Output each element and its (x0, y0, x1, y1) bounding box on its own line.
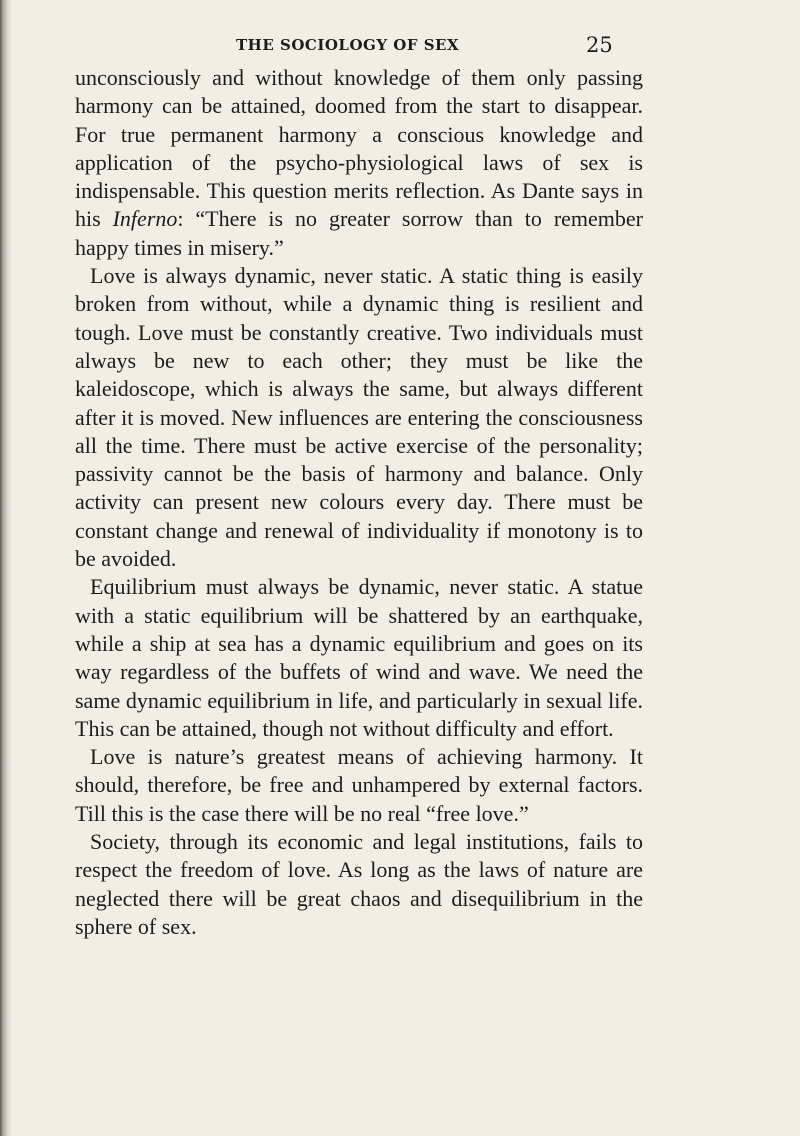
paragraph-1 (75, 64, 643, 262)
running-head: THE SOCIOLOGY OF SEX (236, 36, 460, 54)
paragraph-4: Love is nature’s greatest means of achieving harmony. It should, therefore, be free and unhampered by external factors. Till this is the case there will be no real “free love.” (75, 744, 643, 826)
book-title-inferno: Inferno (112, 206, 178, 232)
body-text (75, 64, 643, 941)
paragraph-1-text-start: unconsciously and without knowledge of them only passing harmony can be attained, doomed from the start to disappear. For true permanent harmony a conscious knowledge and application of the psycho-physiological laws of sex is indispensable. This question merits reflection. As Dante says in his (75, 65, 643, 232)
paragraph-2: Love is always dynamic, never static. A static thing is easily broken from without, while a dynamic thing is resilient and tough. Love must be constantly creative. Two individuals must always be new to each other; they must be like the kaleidoscope, which is always the same, but always different after it is moved. New influences are entering the consciousness all the time. There must be active exercise of the personality; passivity cannot be the basis of harmony and balance. Only activity can present new colours every day. There must be constant change and renewal of individuality if monotony is to be avoided. (75, 263, 643, 572)
page-number: 25 (586, 33, 613, 57)
paragraph-1-text-end: : “There is no greater sorrow than to remember happy times in misery.” (75, 206, 643, 260)
page-header (0, 30, 800, 60)
paragraph-3: Equilibrium must always be dynamic, never static. A statue with a static equilibrium will be shattered by an earthquake, while a ship at sea has a dynamic equilibrium and goes on its way regardless of the buffets of wind and wave. We need the same dynamic equilibrium in life, and particularly in sexual life. This can be attained, though not without difficulty and effort. (75, 574, 643, 741)
binding-gutter-shadow (0, 0, 12, 1136)
paragraph-5: Society, through its economic and legal institutions, fails to respect the freedom of love. As long as the laws of nature are neglected there will be great chaos and disequilibrium in the sphere of sex. (75, 829, 643, 939)
